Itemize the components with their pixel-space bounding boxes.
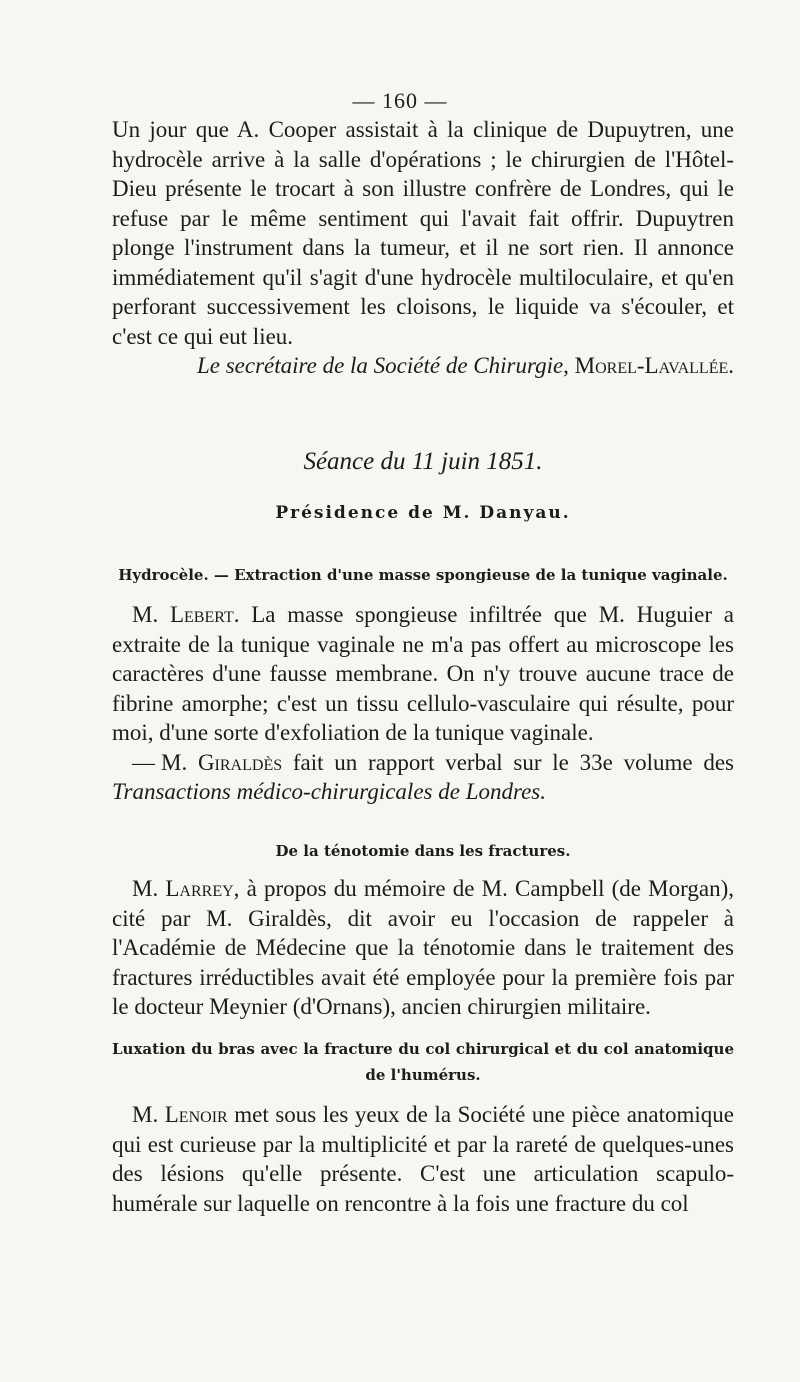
signature-line bbox=[112, 351, 734, 381]
presidency-line: Présidence de M. Danyau. bbox=[275, 503, 571, 523]
giraldes-text: fait un rapport verbal sur le 33e volume des bbox=[292, 749, 734, 775]
section-luxation bbox=[112, 1036, 734, 1218]
section-heading-hydrocele: Hydrocèle. — Extraction d'une masse spongieuse de la tunique vaginale. bbox=[118, 566, 728, 584]
journal-title: Transactions médico-chirurgicales de Londres. bbox=[112, 779, 546, 804]
speaker-larrey: M. Larrey bbox=[132, 876, 234, 901]
speaker-lebert: M. Lebert. bbox=[132, 602, 240, 627]
signature-role: Le secrétaire de la Société de Chirurgie, bbox=[196, 353, 569, 378]
speaker-lenoir: M. Lenoir bbox=[132, 1102, 228, 1127]
page-number: — 160 — bbox=[352, 88, 448, 113]
section-heading-tenotomie: De la ténotomie dans les fractures. bbox=[275, 842, 571, 860]
section-heading-luxation: Luxation du bras avec la fracture du col chirurgical et du col anatomique de l'humérus. bbox=[112, 1040, 734, 1084]
lenoir-paragraph bbox=[112, 1100, 734, 1218]
lebert-paragraph bbox=[112, 600, 734, 748]
signature-name: Morel-Lavallée. bbox=[574, 353, 734, 378]
larrey-paragraph bbox=[112, 874, 734, 1022]
section-tenotomie bbox=[112, 838, 734, 1022]
opening-block bbox=[112, 115, 734, 381]
section-hydrocele bbox=[112, 562, 734, 807]
presidency-block bbox=[112, 503, 734, 523]
larrey-text: , à propos du mémoire de M. Campbell (de Morgan), cité par M. Giraldès, dit avoir eu l'occasion de rappeler à l'Académie de Médecine que la ténotomie dans le traitement des fractures irréductibles avait été employée pour la première fois par le docteur Meynier (d'Ornans), ancien chirurgien militaire. bbox=[112, 876, 734, 1019]
session-date: Séance du 11 juin 1851. bbox=[303, 448, 543, 475]
opening-paragraph: Un jour que A. Cooper assistait à la clinique de Dupuytren, une hydrocèle arrive à la salle d'opérations ; le chirurgien de l'Hôtel-Dieu présente le trocart à son illustre confrère de Londres, qui le refuse par le même sentiment qui l'avait fait offrir. Dupuytren plonge l'instrument dans la tumeur, et il ne sort rien. Il annonce immédiatement qu'il s'agit d'une hydrocèle multiloculaire, et qu'en perforant successivement les cloisons, le liquide va s'écouler, et c'est ce qui eut lieu. bbox=[112, 117, 734, 349]
speaker-giraldes: M. Giraldès bbox=[161, 749, 283, 775]
lenoir-text: met sous les yeux de la Société une pièce anatomique qui est curieuse par la multiplicité et par la rareté de quelques-unes des lésions qu'elle présente. C'est une articulation scapulo-humérale sur laquelle on rencontre à la fois une fracture du col bbox=[112, 1102, 734, 1216]
session-header bbox=[112, 448, 734, 476]
giraldes-paragraph bbox=[112, 748, 734, 807]
lebert-text: La masse spongieuse infiltrée que M. Huguier a extraite de la tunique vaginale ne m'a pas offert au microscope les caractères d'une fausse membrane. On n'y trouve aucune trace de fibrine amorphe; c'est un tissu cellulo-vasculaire qui résulte, pour moi, d'une sorte d'exfoliation de la tunique vaginale. bbox=[112, 602, 735, 745]
dash: — bbox=[132, 749, 155, 775]
